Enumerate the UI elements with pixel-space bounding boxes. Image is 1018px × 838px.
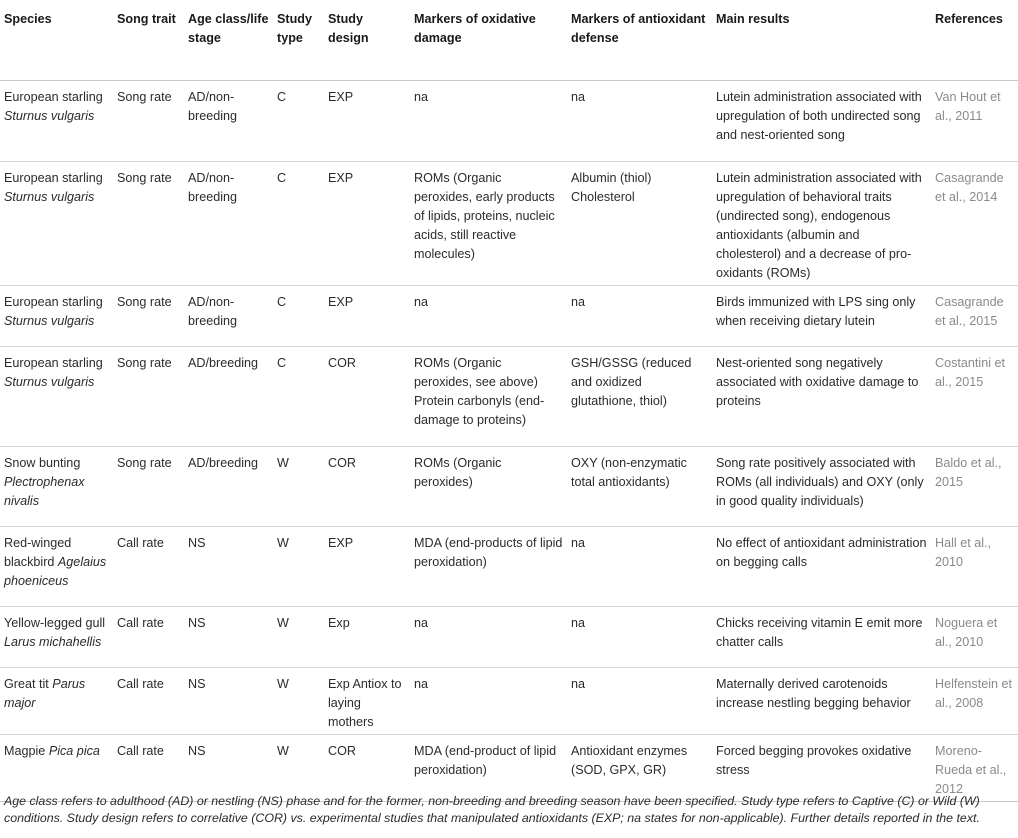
main-results-cell: Birds immunized with LPS sing only when receiving dietary lutein (712, 285, 931, 346)
oxidative-damage-cell: na (410, 80, 567, 161)
reference-cell: Baldo et al., 2015 (931, 446, 1018, 526)
species-latin: Pica pica (48, 743, 100, 758)
species-latin: Parus major (4, 676, 86, 710)
species-common: European starling (4, 170, 103, 185)
study-design-cell: Exp Antiox to laying mothers (324, 667, 410, 734)
antioxidant-defense-cell: Antioxidant enzymes (SOD, GPX, GR) (567, 734, 712, 801)
main-results-cell: Nest-oriented song negatively associated with oxidative damage to proteins (712, 346, 931, 446)
species-latin: Agelaius phoeniceus (4, 554, 107, 588)
oxidative-damage-cell: na (410, 667, 567, 734)
col-header-study-design: Study design (324, 0, 410, 80)
species-common: Red-winged blackbird (4, 535, 72, 569)
col-header-study-type: Study type (273, 0, 324, 80)
species-cell (0, 667, 113, 734)
col-header-antioxidant-defense: Markers of antioxidant defense (567, 0, 712, 80)
col-header-main-results: Main results (712, 0, 931, 80)
antioxidant-defense-cell: OXY (non-enzymatic total antioxidants) (567, 446, 712, 526)
col-header-song-trait: Song trait (113, 0, 184, 80)
species-common: Yellow-legged gull (4, 615, 106, 630)
reference-cell: Casagrande et al., 2014 (931, 161, 1018, 285)
age-cell: AD/breeding (184, 446, 273, 526)
col-header-age-class: Age class/life stage (184, 0, 273, 80)
species-common: Magpie (4, 743, 46, 758)
antioxidant-defense-cell: na (567, 526, 712, 606)
species-common: European starling (4, 355, 103, 370)
study-type-cell: W (273, 734, 324, 801)
song-trait-cell: Song rate (113, 285, 184, 346)
reference-cell: Costantini et al., 2015 (931, 346, 1018, 446)
main-results-cell: Forced begging provokes oxidative stress (712, 734, 931, 801)
main-results-cell: Lutein administration associated with upregulation of both undirected song and nest-oriented song (712, 80, 931, 161)
species-cell (0, 80, 113, 161)
species-latin: Sturnus vulgaris (4, 374, 95, 389)
study-design-cell: EXP (324, 285, 410, 346)
species-cell (0, 285, 113, 346)
table-row (0, 161, 1018, 285)
species-cell (0, 161, 113, 285)
song-trait-cell: Song rate (113, 446, 184, 526)
species-latin: Sturnus vulgaris (4, 189, 95, 204)
header-row (0, 0, 1018, 80)
study-type-cell: C (273, 346, 324, 446)
age-cell: NS (184, 667, 273, 734)
antioxidant-defense-cell: na (567, 285, 712, 346)
species-latin: Sturnus vulgaris (4, 313, 95, 328)
species-common: European starling (4, 89, 103, 104)
study-design-cell: COR (324, 346, 410, 446)
table-row (0, 606, 1018, 667)
species-cell (0, 734, 113, 801)
antioxidant-defense-cell: GSH/GSSG (reduced and oxidized glutathione, thiol) (567, 346, 712, 446)
main-results-cell: No effect of antioxidant administration on begging calls (712, 526, 931, 606)
song-trait-cell: Song rate (113, 80, 184, 161)
song-trait-cell: Song rate (113, 346, 184, 446)
species-common: Snow bunting (4, 455, 81, 470)
oxidative-damage-cell: na (410, 606, 567, 667)
species-latin: Plectrophenax nivalis (4, 474, 85, 508)
table-row (0, 346, 1018, 446)
study-type-cell: C (273, 285, 324, 346)
age-cell: NS (184, 526, 273, 606)
species-cell (0, 526, 113, 606)
age-cell: AD/breeding (184, 346, 273, 446)
study-type-cell: W (273, 446, 324, 526)
reference-cell: Noguera et al., 2010 (931, 606, 1018, 667)
main-results-cell: Lutein administration associated with upregulation of behavioral traits (undirected song), endogenous antioxidants (albumin and cholesterol) and a decrease of pro-oxidants (ROMs) (712, 161, 931, 285)
reference-cell: Moreno-Rueda et al., 2012 (931, 734, 1018, 801)
col-header-oxidative-damage: Markers of oxidative damage (410, 0, 567, 80)
main-results-cell: Song rate positively associated with ROMs (all individuals) and OXY (only in good quality individuals) (712, 446, 931, 526)
species-common: Great tit (4, 676, 49, 691)
antioxidant-defense-cell: na (567, 667, 712, 734)
table-row (0, 80, 1018, 161)
song-trait-cell: Call rate (113, 734, 184, 801)
age-cell: AD/non-breeding (184, 161, 273, 285)
study-design-cell: EXP (324, 80, 410, 161)
species-latin: Larus michahellis (4, 634, 102, 649)
table-row (0, 667, 1018, 734)
table-row (0, 734, 1018, 801)
reference-cell: Casagrande et al., 2015 (931, 285, 1018, 346)
antioxidant-defense-cell: na (567, 80, 712, 161)
species-latin: Sturnus vulgaris (4, 108, 95, 123)
study-type-cell: W (273, 526, 324, 606)
main-results-cell: Chicks receiving vitamin E emit more chatter calls (712, 606, 931, 667)
song-trait-cell: Call rate (113, 667, 184, 734)
song-trait-cell: Call rate (113, 606, 184, 667)
table-footnote: Age class refers to adulthood (AD) or nestling (NS) phase and for the former, non-breeding and breeding season have been specified. Study type refers to Captive (C) or Wild (W) conditions. Study design refers to correlative (COR) vs. experimental studies that manipulated antioxidants (EXP; na states for non-applicable). Further details reported in the text. (4, 794, 980, 825)
reference-cell: Van Hout et al., 2011 (931, 80, 1018, 161)
song-trait-cell: Song rate (113, 161, 184, 285)
study-type-cell: C (273, 161, 324, 285)
study-design-cell: EXP (324, 161, 410, 285)
table-row (0, 526, 1018, 606)
oxidative-damage-cell: ROMs (Organic peroxides, early products of lipids, proteins, nucleic acids, still reactive molecules) (410, 161, 567, 285)
study-type-cell: W (273, 606, 324, 667)
species-cell (0, 346, 113, 446)
age-cell: AD/non-breeding (184, 285, 273, 346)
oxidative-damage-cell: MDA (end-products of lipid peroxidation) (410, 526, 567, 606)
oxidative-damage-cell: MDA (end-product of lipid peroxidation) (410, 734, 567, 801)
age-cell: NS (184, 734, 273, 801)
main-results-cell: Maternally derived carotenoids increase nestling begging behavior (712, 667, 931, 734)
table-row (0, 285, 1018, 346)
species-cell (0, 446, 113, 526)
study-type-cell: W (273, 667, 324, 734)
antioxidant-defense-cell: Albumin (thiol) Cholesterol (567, 161, 712, 285)
study-design-cell: COR (324, 446, 410, 526)
oxidative-damage-cell: ROMs (Organic peroxides) (410, 446, 567, 526)
oxidative-damage-cell: ROMs (Organic peroxides, see above) Protein carbonyls (end-damage to proteins) (410, 346, 567, 446)
species-common: European starling (4, 294, 103, 309)
reference-cell: Hall et al., 2010 (931, 526, 1018, 606)
col-header-species: Species (0, 0, 113, 80)
song-trait-cell: Call rate (113, 526, 184, 606)
table-row (0, 446, 1018, 526)
age-cell: NS (184, 606, 273, 667)
reference-cell: Helfenstein et al., 2008 (931, 667, 1018, 734)
age-cell: AD/non-breeding (184, 80, 273, 161)
study-design-cell: Exp (324, 606, 410, 667)
study-design-cell: EXP (324, 526, 410, 606)
species-cell (0, 606, 113, 667)
oxidative-damage-cell: na (410, 285, 567, 346)
col-header-references: References (931, 0, 1018, 80)
study-design-cell: COR (324, 734, 410, 801)
antioxidant-defense-cell: na (567, 606, 712, 667)
study-type-cell: C (273, 80, 324, 161)
